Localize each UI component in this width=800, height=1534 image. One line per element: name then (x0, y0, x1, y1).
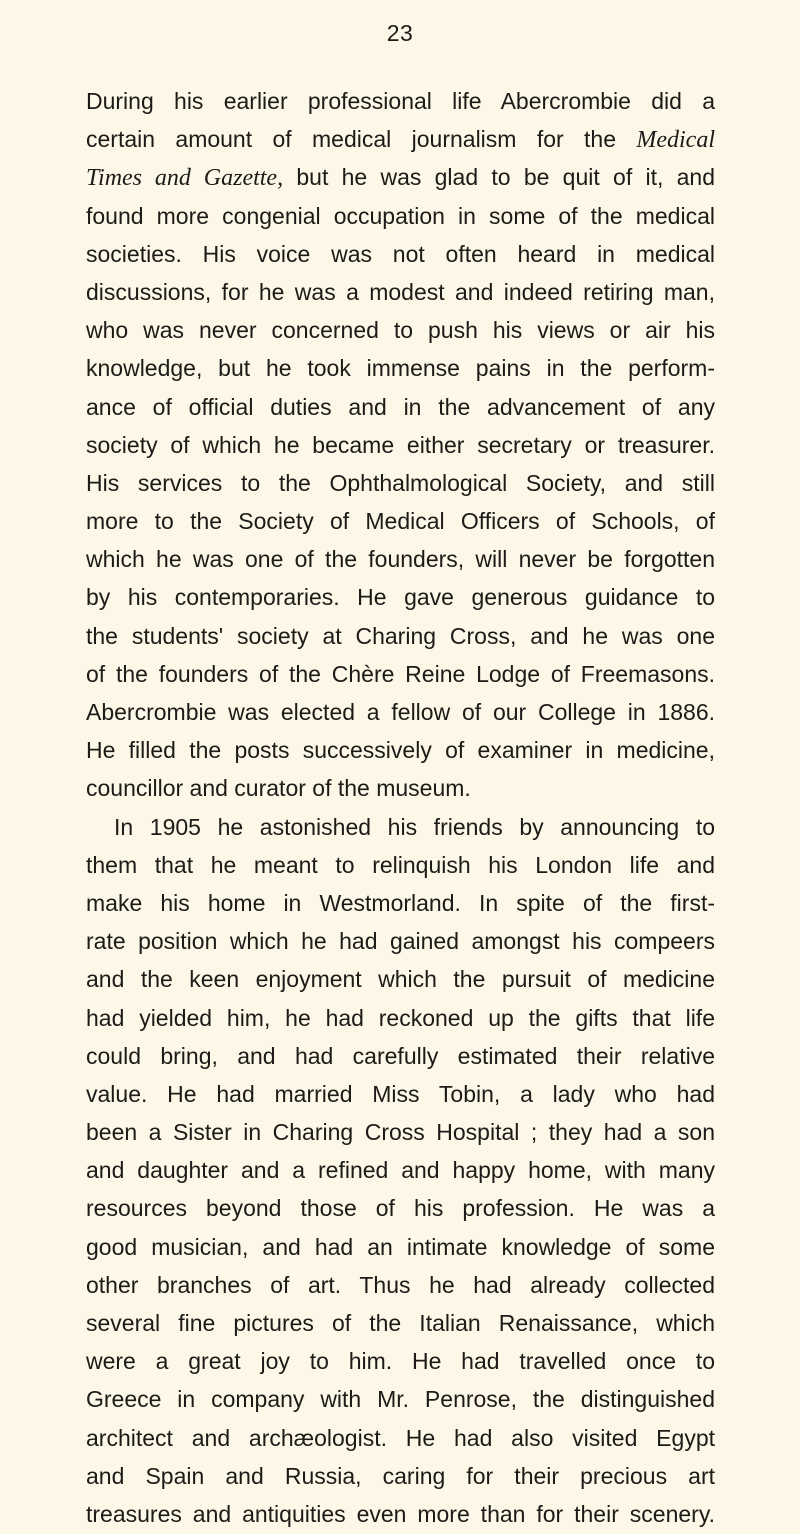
text-line (86, 578, 715, 616)
text-line (86, 311, 715, 349)
text-run: resources beyond those of his profession. He was a (86, 1195, 715, 1222)
text-line (86, 235, 715, 273)
text-run: could bring, and had carefully estimated their relative (86, 1042, 715, 1069)
text-line (86, 1113, 715, 1151)
text-run: knowledge, but he took immense pains in the perform- (86, 355, 715, 382)
text-line (86, 1228, 715, 1266)
text-run: discussions, for he was a modest and indeed retiring man, (86, 278, 715, 305)
text-run: rate position which he had gained amongst his compeers (86, 928, 715, 955)
text-run: Abercrombie was elected a fellow of our College in 1886. (86, 699, 715, 725)
text-run: were a great joy to him. He had travelled once to (86, 1348, 715, 1375)
text-line (86, 884, 715, 922)
text-line (86, 1457, 715, 1495)
text-line (86, 808, 715, 846)
text-line (86, 1304, 715, 1342)
text-run: During his earlier professional life Abercrombie did a (86, 88, 715, 114)
text-line (86, 1189, 715, 1227)
text-line (86, 1075, 715, 1113)
italic-title: Medical (636, 127, 715, 154)
text-line (86, 273, 715, 311)
text-run: society of which he became either secretary or treasurer. (86, 431, 715, 458)
text-line (86, 617, 715, 655)
text-line (86, 349, 715, 387)
text-line (86, 1342, 715, 1380)
text-run: make his home in Westmorland. In spite of the first- (86, 889, 715, 916)
text-run: His services to the Ophthalmological Society, and still (86, 469, 715, 496)
text-line (86, 82, 715, 120)
text-line (86, 464, 715, 502)
text-run: In 1905 he astonished his friends by announcing to (114, 813, 715, 840)
text-line (86, 502, 715, 540)
body-text (86, 82, 715, 1533)
text-run: had yielded him, he had reckoned up the gifts that life (86, 1004, 715, 1031)
text-line (86, 197, 715, 235)
text-run: certain amount of medical journalism for the (86, 126, 637, 153)
text-line (86, 999, 715, 1037)
text-run: them that he meant to relinquish his London life and (86, 851, 715, 878)
text-line (86, 426, 715, 464)
text-run: found more congenial occupation in some of the medical (86, 202, 715, 229)
text-line (86, 158, 715, 196)
text-line (86, 1037, 715, 1075)
text-run: Greece in company with Mr. Penrose, the distinguished (86, 1386, 715, 1413)
text-line (86, 1266, 715, 1304)
text-run: more to the Society of Medical Officers of Schools, of (86, 508, 715, 535)
text-run: value. He had married Miss Tobin, a lady who had (86, 1080, 715, 1107)
text-run: societies. His voice was not often heard in medical (86, 240, 715, 267)
page-number: 23 (386, 20, 414, 46)
text-line (86, 1151, 715, 1189)
text-line (86, 1380, 715, 1418)
text-line (86, 922, 715, 960)
text-run: and the keen enjoyment which the pursuit of medicine (86, 966, 715, 993)
text-run: councillor and curator of the museum. (86, 775, 471, 802)
text-run: and Spain and Russia, caring for their precious art (86, 1462, 715, 1489)
text-line (86, 731, 715, 769)
text-line (86, 693, 715, 731)
text-run: which he was one of the founders, will never be forgotten (86, 546, 715, 573)
text-run: been a Sister in Charing Cross Hospital ; they had a son (86, 1119, 715, 1146)
text-run: but he was glad to be quit of it, and (283, 164, 716, 191)
text-run: He filled the posts successively of examiner in medicine, (86, 737, 715, 764)
text-line (86, 1495, 715, 1533)
text-run: several fine pictures of the Italian Renaissance, which (86, 1310, 715, 1336)
text-run: by his contemporaries. He gave generous guidance to (86, 584, 715, 611)
text-line (86, 960, 715, 998)
text-run: of the founders of the Chère Reine Lodge of Freemasons. (86, 660, 715, 687)
text-line (86, 655, 715, 693)
text-run: and daughter and a refined and happy home, with many (86, 1157, 715, 1184)
text-line (86, 1419, 715, 1457)
text-line (86, 769, 715, 807)
text-run: architect and archæologist. He had also visited Egypt (86, 1424, 715, 1451)
text-run: who was never concerned to push his views or air his (86, 317, 715, 344)
text-line (86, 540, 715, 578)
text-line (86, 388, 715, 426)
text-line (86, 120, 715, 158)
text-run: treasures and antiquities even more than for their scenery. (86, 1500, 715, 1527)
text-run: other branches of art. Thus he had already collected (86, 1271, 715, 1298)
text-run: the students' society at Charing Cross, and he was one (86, 622, 715, 649)
text-run: ance of official duties and in the advancement of any (86, 393, 715, 420)
italic-title: Times and Gazette, (86, 165, 284, 192)
text-run: good musician, and had an intimate knowledge of some (86, 1233, 715, 1260)
text-line (86, 846, 715, 884)
